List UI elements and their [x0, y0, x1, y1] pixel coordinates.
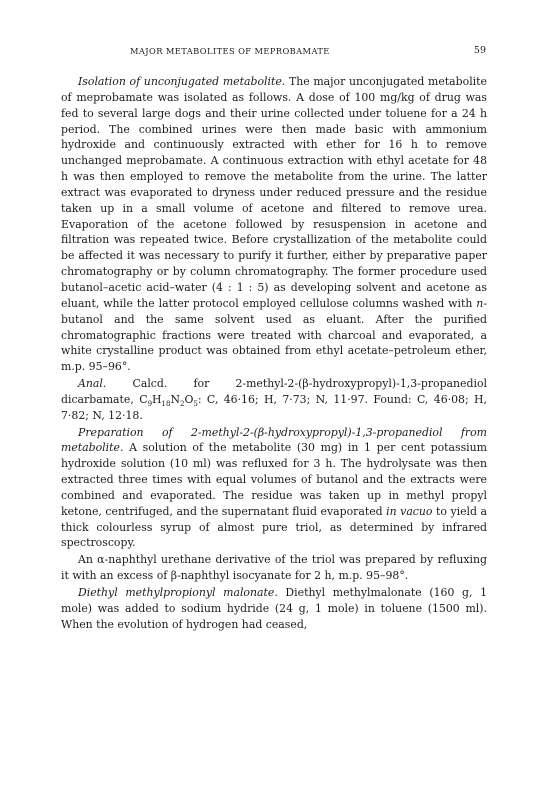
section-heading: Anal.: [78, 377, 107, 391]
paragraph-text: N: [170, 392, 180, 406]
paragraph-malonate: [61, 585, 487, 633]
paragraph-text: -butanol and the same solvent used as eluant. After the purified chromatographic fractions were treated with charcoal and evaporated, a white crystalline product was obtained from ethyl acetate–petroleum ether, m.p. 95–96°.: [61, 296, 487, 374]
paragraph-isolation: [61, 74, 487, 375]
paragraph-text: The major unconjugated metabolite of meprobamate was isolated as follows. A dose of 100 mg/kg of drug was fed to several large dogs and their urine collected under toluene for a 24 h period. The combined urines were then made basic with ammonium hydroxide and continuously extracted with ether for 16 h to remove unchanged meprobamate. A continuous extraction with ethyl acetate for 48 h was then employed to remove the metabolite from the urine. The latter extract was evaporated to dryness under reduced pressure and the residue taken up in a small volume of acetone and filtered to remove urea. Evaporation of the acetone followed by resuspension in acetone and filtration was repeated twice. Before crystallization of the metabolite could be affected it was necessary to purify it further, either by preparative paper chromatography or by column chromatography. The former procedure used butanol–acetic acid–water (4 : 1 : 5) as developing solvent and acetone as eluant, while the latter protocol employed cellulose columns washed with: [61, 75, 487, 310]
italic-text: n: [476, 296, 484, 310]
paragraph-analysis: [61, 376, 487, 424]
section-heading: Diethyl methylpropionyl malonate.: [78, 586, 278, 599]
subscript: 18: [161, 400, 171, 409]
paragraph-text: Diethyl methylmalonate (160 g, 1 mole) was added to sodium hydride (24 g, 1 mole) in toluene (1500 ml). When the evolution of hydrogen had ceased,: [61, 586, 488, 631]
paragraph-preparation: [61, 425, 487, 552]
paragraph-text: : C, 46·16; H, 7·73; N, 11·97. Found: C, 46·08; H, 7·82; N, 12·18.: [61, 392, 487, 422]
running-header: [62, 44, 486, 60]
paragraph-text: O: [184, 392, 194, 406]
italic-text: in vacuo: [386, 504, 433, 518]
section-heading: Isolation of unconjugated metabolite.: [78, 75, 286, 88]
running-title: MAJOR METABOLITES OF MEPROBAMATE: [130, 46, 330, 56]
subscript: 2: [179, 400, 185, 409]
subscript: 9: [147, 400, 153, 409]
page-number: 59: [473, 45, 486, 56]
paragraph-text: A solution of the metabolite (30 mg) in 1 per cent potassium hydroxide solution (10 ml) was refluxed for 3 h. The hydrolysate was then extracted three times with equal volumes of butanol and the extracts were combined and evaporated. The residue was taken up in methyl propyl ketone, centrifuged, and the supernatant fluid evaporated: [61, 441, 487, 518]
section-heading: Preparation of 2-methyl-2-(β-hydroxypropyl)-1,3-propanediol from metabolite.: [61, 425, 487, 455]
paragraph-naphthyl: [61, 552, 487, 584]
paragraph-text: H: [152, 392, 162, 406]
paragraph-text: to yield a thick colourless syrup of almost pure triol, as determined by infrared spectroscopy.: [61, 504, 487, 550]
paragraph-text: An α-naphthyl urethane derivative of the triol was prepared by refluxing it with an excess of β-naphthyl isocyanate for 2 h, m.p. 95–98°.: [61, 553, 487, 583]
subscript: 5: [193, 400, 198, 409]
body-text: [61, 74, 487, 633]
paragraph-text: Calcd. for 2-methyl-2-(β-hydroxypropyl)-1,3-propanediol dicarbamate, C: [61, 377, 487, 406]
